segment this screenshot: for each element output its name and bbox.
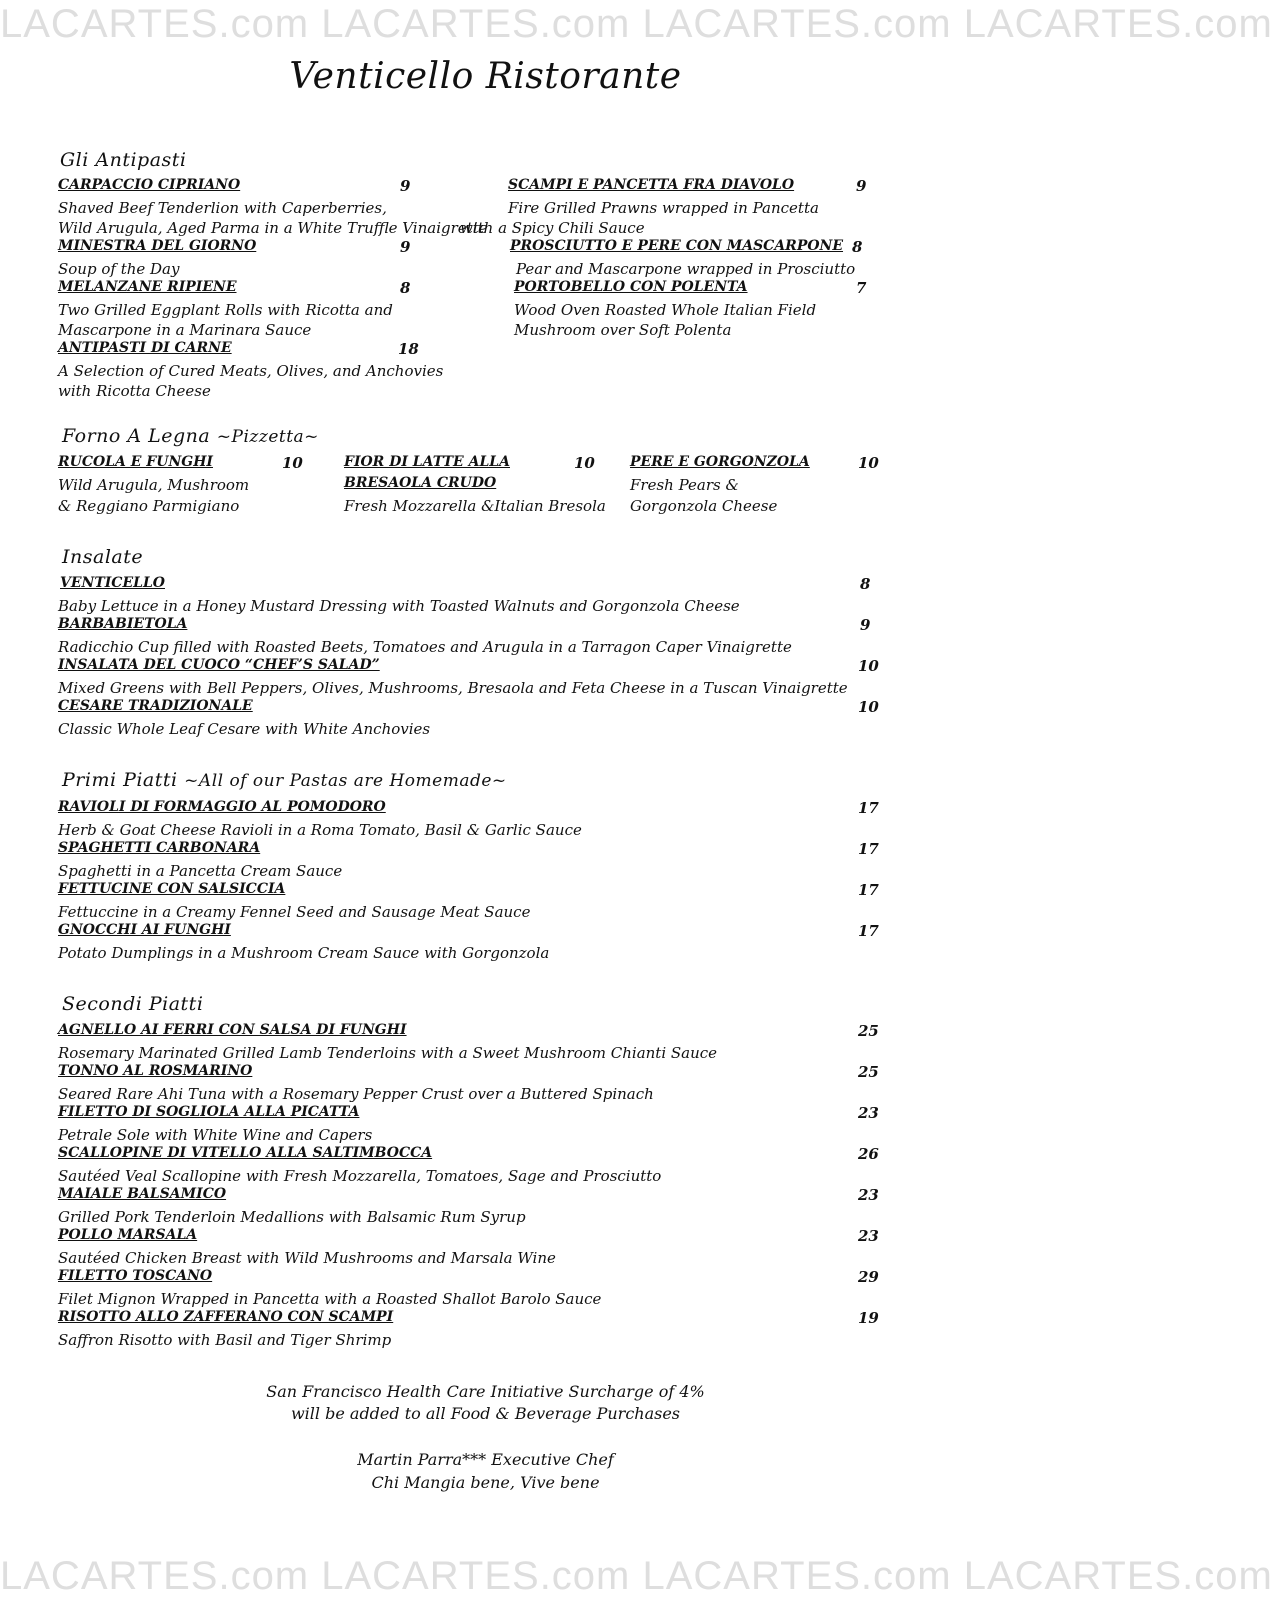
dish-price: 9 xyxy=(400,177,411,195)
dish-description: Wild Arugula, Aged Parma in a White Truffle Vinaigrette xyxy=(58,219,488,237)
dish-price: 25 xyxy=(858,1022,879,1040)
watermark-top: LACARTES.com LACARTES.com LACARTES.com LACARTES.com xyxy=(0,2,1273,46)
dish-price: 17 xyxy=(858,881,879,899)
dish-description: Potato Dumplings in a Mushroom Cream Sauce with Gorgonzola xyxy=(58,944,550,962)
dish-price: 10 xyxy=(574,454,595,472)
dish-price: 23 xyxy=(858,1227,879,1245)
dish-price: 17 xyxy=(858,799,879,817)
dish-price: 10 xyxy=(282,454,303,472)
dish-description: Mushroom over Soft Polenta xyxy=(514,321,732,339)
dish-price: 8 xyxy=(400,279,411,297)
insalate-heading: Insalate xyxy=(62,546,144,568)
dish-price: 23 xyxy=(858,1186,879,1204)
dish-description: Baby Lettuce in a Honey Mustard Dressing with Toasted Walnuts and Gorgonzola Cheese xyxy=(58,597,740,615)
dish-description: Gorgonzola Cheese xyxy=(630,497,778,515)
dish-name: INSALATA DEL CUOCO “CHEF’S SALAD” xyxy=(58,657,380,673)
dish-description: & Reggiano Parmigiano xyxy=(58,497,240,515)
dish-name: SCAMPI E PANCETTA FRA DIAVOLO xyxy=(508,177,795,193)
dish-description: Shaved Beef Tenderlion with Caperberries, xyxy=(58,199,387,217)
dish-description: Mascarpone in a Marinara Sauce xyxy=(58,321,312,339)
dish-name: PORTOBELLO CON POLENTA xyxy=(514,279,748,295)
dish-name-line2: BRESAOLA CRUDO xyxy=(344,475,497,491)
dish-description: Petrale Sole with White Wine and Capers xyxy=(58,1126,373,1144)
dish-price: 10 xyxy=(858,454,879,472)
dish-name: GNOCCHI AI FUNGHI xyxy=(58,922,231,938)
dish-description: Soup of the Day xyxy=(58,260,180,278)
dish-description: Classic Whole Leaf Cesare with White Anchovies xyxy=(58,720,431,738)
dish-name: RAVIOLI DI FORMAGGIO AL POMODORO xyxy=(58,799,386,815)
dish-price: 7 xyxy=(856,279,867,297)
dish-description: Wild Arugula, Mushroom xyxy=(58,476,250,494)
dish-name: POLLO MARSALA xyxy=(58,1227,198,1243)
dish-price: 25 xyxy=(858,1063,879,1081)
dish-description: Spaghetti in a Pancetta Cream Sauce xyxy=(58,862,343,880)
watermark-bottom: LACARTES.com LACARTES.com LACARTES.com LACARTES.com xyxy=(0,1554,1273,1598)
dish-description: Sautéed Veal Scallopine with Fresh Mozzarella, Tomatoes, Sage and Prosciutto xyxy=(58,1167,662,1185)
forno-heading xyxy=(62,425,319,447)
dish-name: AGNELLO AI FERRI CON SALSA DI FUNGHI xyxy=(58,1022,407,1038)
dish-description: Grilled Pork Tenderloin Medallions with Balsamic Rum Syrup xyxy=(58,1208,526,1226)
dish-description: Mixed Greens with Bell Peppers, Olives, Mushrooms, Bresaola and Feta Cheese in a Tuscan Vinaigrette xyxy=(58,679,848,697)
dish-name: MAIALE BALSAMICO xyxy=(58,1186,227,1202)
forno-heading-text: Forno A Legna xyxy=(62,425,211,447)
dish-price: 9 xyxy=(856,177,867,195)
dish-description: Sautéed Chicken Breast with Wild Mushrooms and Marsala Wine xyxy=(58,1249,556,1267)
executive-chef: Martin Parra*** Executive Chef xyxy=(357,1450,614,1469)
dish-price: 10 xyxy=(858,657,879,675)
dish-name: TONNO AL ROSMARINO xyxy=(58,1063,253,1079)
dish-price: 19 xyxy=(858,1309,879,1327)
dish-name: VENTICELLO xyxy=(60,575,165,591)
dish-price: 18 xyxy=(398,340,419,358)
primi-heading-text: Primi Piatti xyxy=(62,769,178,791)
dish-name: SPAGHETTI CARBONARA xyxy=(58,840,261,856)
antipasti-heading: Gli Antipasti xyxy=(60,149,187,171)
dish-price: 8 xyxy=(852,238,863,256)
surcharge-notice-line2: will be added to all Food & Beverage Purchases xyxy=(290,1404,681,1423)
dish-description: Pear and Mascarpone wrapped in Prosciutto xyxy=(516,260,856,278)
dish-name: PERE E GORGONZOLA xyxy=(630,454,810,470)
dish-description: Fettuccine in a Creamy Fennel Seed and Sausage Meat Sauce xyxy=(58,903,531,921)
dish-description: with a Spicy Chili Sauce xyxy=(460,219,645,237)
primi-subtitle: ~All of our Pastas are Homemade~ xyxy=(184,771,507,791)
surcharge-notice-line1: San Francisco Health Care Initiative Surcharge of 4% xyxy=(266,1382,705,1401)
dish-price: 9 xyxy=(400,238,411,256)
dish-name: PROSCIUTTO E PERE CON MASCARPONE xyxy=(510,238,844,254)
dish-name: FILETTO DI SOGLIOLA ALLA PICATTA xyxy=(58,1104,360,1120)
dish-description: Radicchio Cup filled with Roasted Beets, Tomatoes and Arugula in a Tarragon Caper Vinaigrette xyxy=(58,638,792,656)
dish-price: 8 xyxy=(860,575,871,593)
dish-description: Herb & Goat Cheese Ravioli in a Roma Tomato, Basil & Garlic Sauce xyxy=(58,821,582,839)
dish-price: 10 xyxy=(858,698,879,716)
dish-name: CESARE TRADIZIONALE xyxy=(58,698,253,714)
dish-name: MINESTRA DEL GIORNO xyxy=(58,238,257,254)
dish-description: Fresh Mozzarella &Italian Bresola xyxy=(344,497,606,515)
secondi-heading: Secondi Piatti xyxy=(62,993,204,1015)
dish-name: RISOTTO ALLO ZAFFERANO CON SCAMPI xyxy=(58,1309,394,1325)
dish-price: 17 xyxy=(858,922,879,940)
dish-description: Two Grilled Eggplant Rolls with Ricotta and xyxy=(58,301,393,319)
dish-price: 23 xyxy=(858,1104,879,1122)
dish-description: A Selection of Cured Meats, Olives, and Anchovies xyxy=(58,362,444,380)
dish-description: Fire Grilled Prawns wrapped in Pancetta xyxy=(508,199,819,217)
restaurant-name: Venticello Ristorante xyxy=(289,56,682,97)
dish-description: Wood Oven Roasted Whole Italian Field xyxy=(514,301,817,319)
dish-description: with Ricotta Cheese xyxy=(58,382,211,400)
dish-name: FETTUCINE CON SALSICCIA xyxy=(58,881,286,897)
dish-price: 26 xyxy=(858,1145,879,1163)
dish-name: ANTIPASTI DI CARNE xyxy=(58,340,232,356)
dish-description: Filet Mignon Wrapped in Pancetta with a Roasted Shallot Barolo Sauce xyxy=(58,1290,602,1308)
dish-name: FIOR DI LATTE ALLA xyxy=(344,454,510,470)
dish-price: 9 xyxy=(860,616,871,634)
dish-name: MELANZANE RIPIENE xyxy=(58,279,237,295)
dish-name: SCALLOPINE DI VITELLO ALLA SALTIMBOCCA xyxy=(58,1145,433,1161)
dish-price: 17 xyxy=(858,840,879,858)
motto: Chi Mangia bene, Vive bene xyxy=(371,1473,600,1492)
primi-heading xyxy=(62,769,507,791)
dish-description: Rosemary Marinated Grilled Lamb Tenderloins with a Sweet Mushroom Chianti Sauce xyxy=(58,1044,718,1062)
dish-name: RUCOLA E FUNGHI xyxy=(58,454,213,470)
dish-name: FILETTO TOSCANO xyxy=(58,1268,213,1284)
dish-description: Saffron Risotto with Basil and Tiger Shrimp xyxy=(58,1331,392,1349)
dish-name: CARPACCIO CIPRIANO xyxy=(58,177,241,193)
dish-name: BARBABIETOLA xyxy=(58,616,188,632)
dish-description: Fresh Pears & xyxy=(630,476,739,494)
dish-price: 29 xyxy=(858,1268,879,1286)
forno-subtitle: ~Pizzetta~ xyxy=(216,427,319,447)
dish-description: Seared Rare Ahi Tuna with a Rosemary Pepper Crust over a Buttered Spinach xyxy=(58,1085,654,1103)
